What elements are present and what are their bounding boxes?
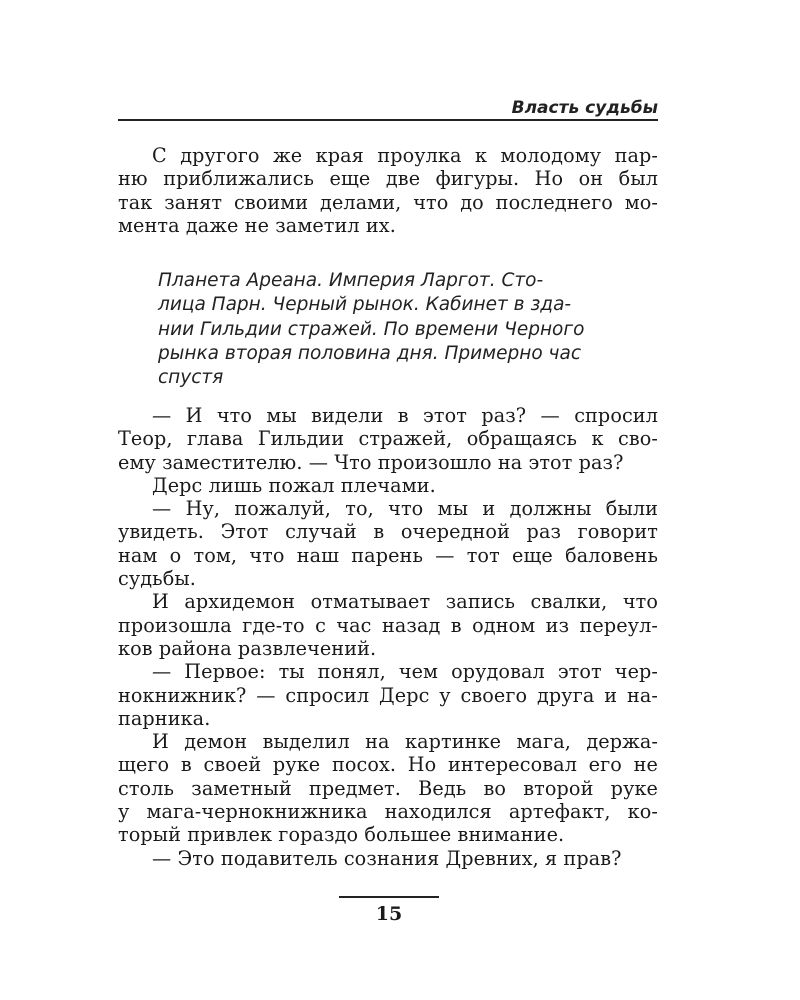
text-line: столь заметный предмет. Ведь во второй руке [118, 776, 658, 800]
text-line: нокнижник? — спросил Дерс у своего друга и на- [118, 683, 658, 707]
text-line: ему заместителю. — Что произошло на этот раз? [118, 450, 624, 474]
text-line: И демон выделил на картинке мага, держа- [152, 730, 658, 754]
scene-line: рынка вторая половина дня. Примерно час [158, 342, 581, 364]
text-line: нам о том, что наш парень — тот еще баловень [118, 543, 658, 567]
text-line: парника. [118, 706, 211, 730]
text-line: ков района развлечений. [118, 636, 377, 660]
text-line: мента даже не заметил их. [118, 213, 396, 237]
text-line: — Это подавитель сознания Древних, я прав? [152, 846, 622, 870]
book-page [118, 0, 658, 1000]
text-line: — Первое: ты понял, чем орудовал этот чер- [152, 660, 658, 684]
text-line: произошла где-то с час назад в одном из переул- [118, 613, 658, 637]
text-line: у мага-чернокнижника находился артефакт, ко- [118, 800, 658, 824]
text-line: Дерс лишь пожал плечами. [152, 473, 436, 497]
text-line: торый привлек гораздо большее внимание. [118, 823, 565, 847]
text-line: так занят своими делами, что до последнего мо- [118, 190, 658, 214]
header-rule [118, 119, 658, 121]
text-line: увидеть. Этот случай в очередной раз говорит [118, 520, 658, 544]
page-number: 15 [375, 903, 403, 925]
scene-line: лица Парн. Черный рынок. Кабинет в зда- [158, 294, 572, 316]
text-line: ню приближались еще две фигуры. Но он был [118, 167, 658, 191]
text-line: И архидемон отматывает запись свалки, что [152, 590, 658, 614]
scene-line: нии Гильдии стражей. По времени Черного [158, 318, 585, 340]
text-line: С другого же края проулка к молодому пар- [152, 144, 658, 167]
text-line: судьбы. [118, 567, 196, 591]
text-line: Теор, глава Гильдии стражей, обращаясь к сво- [118, 427, 658, 451]
dialogue-block [118, 404, 658, 870]
text-line: — И что мы видели в этот раз? — спросил [152, 404, 658, 427]
paragraph-1 [118, 144, 658, 237]
scene-heading [158, 269, 658, 390]
text-line: — Ну, пожалуй, то, что мы и должны были [152, 497, 658, 521]
footer-rule [339, 896, 439, 898]
scene-line: Планета Ареана. Империя Ларгот. Сто- [158, 270, 544, 291]
scene-line: спустя [158, 367, 224, 389]
running-title: Власть судьбы [511, 98, 658, 118]
text-line: щего в своей руке посох. Но интересовал его не [118, 753, 658, 777]
